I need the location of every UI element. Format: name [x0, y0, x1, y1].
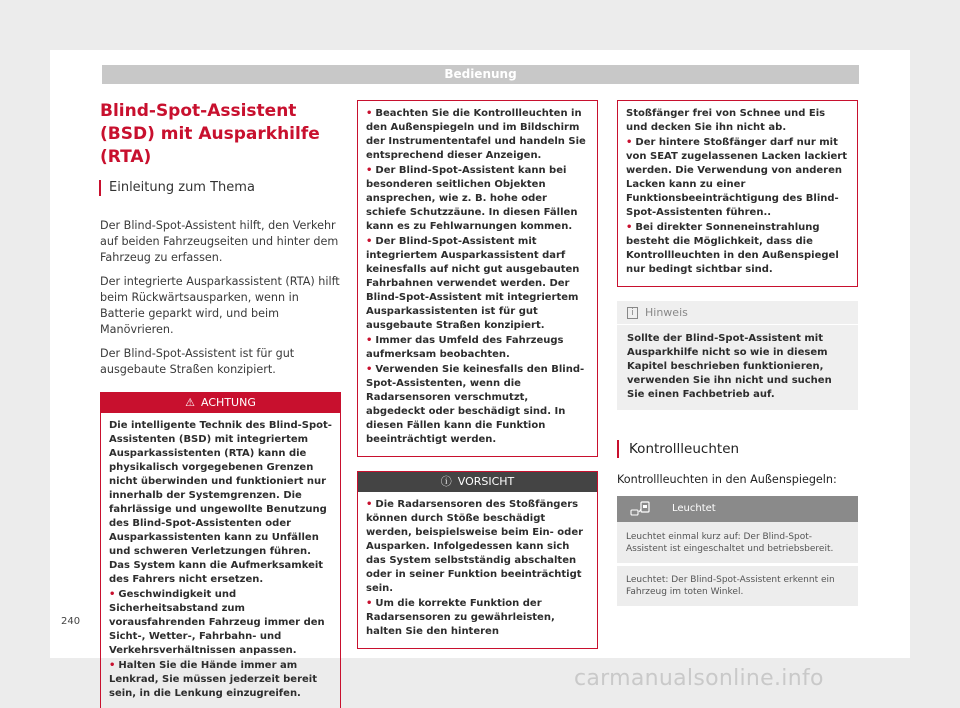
indicator-table — [617, 496, 858, 606]
warning-bullet-text: Halten Sie die Hände immer am Lenkrad, Sie müssen jederzeit bereit sein, in die Lenkung einzugreifen. — [109, 660, 317, 699]
warning-intro: Die intelligente Technik des Blind-Spot-Assistenten (BSD) mit integriertem Ausparkassistenten (RTA) kann die physikalisch vorgegebenen Grenzen nicht überwinden und funktioniert nur innerhalb der Systemgrenzen. Die fahrlässige und ungewollte Benutzung des Blind-Spot-Assistenten oder Ausparkassistenten kann zu Unfällen und schweren Verletzungen führen. Das System kann die Aufmerksamkeit des Fahrers nicht ersetzen. — [109, 420, 332, 585]
bullet-icon: • — [366, 598, 373, 609]
warning-bullet — [366, 164, 589, 234]
bullet-icon: • — [626, 137, 633, 148]
warning-bullet — [109, 588, 332, 658]
warning-bullet-text: Der Blind-Spot-Assistent kann bei besonderen seitlichen Objekten ansprechen, wie z. B. hohe oder schiefe Schutzzäune. In diesen Fällen kann es zu Fehlwarnungen kommen. — [366, 165, 578, 232]
caution-bullet-text: Der hintere Stoßfänger darf nur mit von SEAT zugelassenen Lacken lackiert werden. Die Verwendung von anderen Lacken kann zu einer Funktionsbeeinträchtigung des Blind-Spot-Assistenten führen.. — [626, 137, 848, 218]
bullet-icon: • — [366, 335, 373, 346]
hint-text: Sollte der Blind-Spot-Assistent mit Ausparkhilfe nicht so wie in diesem Kapitel beschrieben funktionieren, verwenden Sie ihn nicht und suchen Sie einen Fachbetrieb auf. — [627, 333, 832, 400]
bullet-icon: • — [366, 236, 373, 247]
page-title: Blind-Spot-Assistent (BSD) mit Ausparkhilfe (RTA) — [100, 101, 320, 167]
caution-header — [358, 472, 597, 492]
hint-label: Hinweis — [645, 306, 688, 319]
bullet-icon: • — [366, 108, 373, 119]
warning-header — [101, 393, 340, 413]
caution-cont-intro: Stoßfänger frei von Schnee und Eis und decken Sie ihn nicht ab. — [626, 108, 826, 133]
hint-box — [617, 301, 858, 410]
bullet-icon: • — [109, 660, 116, 671]
warning-bullet-text: Immer das Umfeld des Fahrzeugs aufmerksam beobachten. — [366, 335, 564, 360]
column-1 — [100, 96, 341, 708]
warning-triangle-icon: ⚠ — [185, 396, 196, 409]
column-2 — [357, 96, 598, 649]
caution-box — [357, 471, 598, 649]
warning-bullet — [366, 235, 589, 333]
hint-header — [617, 301, 858, 325]
info-icon: i — [627, 307, 638, 319]
subsection-title: Kontrollleuchten in den Außenspiegeln: — [617, 473, 837, 486]
bullet-icon: • — [366, 499, 373, 510]
caution-label: VORSICHT — [457, 475, 515, 488]
caution-bullet-text: Die Radarsensoren des Stoßfängers können durch Stöße beschädigt werden, beispielsweise beim Ein- oder Ausparken. Infolgedessen kann sich das System selbstständig abschalten oder in seiner Funktion beeinträchtigt sein. — [366, 499, 584, 594]
caution-bullet — [366, 597, 589, 639]
caution-continuation-box — [617, 100, 858, 287]
caution-bullet — [366, 498, 589, 596]
table-header-label: Leuchtet — [672, 503, 716, 514]
warning-bullet-text: Verwenden Sie keinesfalls den Blind-Spot-Assistenten, wenn die Radarsensoren verschmutzt, abgedeckt oder beschädigt sind. In diesen Fällen kann die Funktion beeinträchtigt werden. — [366, 364, 585, 445]
caution-bullet — [626, 221, 849, 277]
section-header: Bedienung — [102, 65, 859, 84]
paragraph: Der integrierte Ausparkassistent (RTA) hilft beim Rückwärtsausparken, wenn in Batterie geparkt wird, und beim Manövrieren. — [100, 275, 340, 336]
caution-body — [358, 492, 597, 648]
warning-box — [100, 392, 341, 708]
warning-bullet-text: Beachten Sie die Kontrollleuchten in den Außenspiegeln und im Bildschirm der Instrumententafel und handeln Sie entsprechend dieser Anzeigen. — [366, 108, 586, 161]
warning-bullet — [366, 363, 589, 447]
warning-bullet — [366, 334, 589, 362]
subtitle: Einleitung zum Thema — [99, 180, 341, 196]
caution-bullet-text: Um die korrekte Funktion der Radarsensoren zu gewährleisten, halten Sie den hinteren — [366, 598, 555, 637]
bullet-icon: • — [626, 222, 633, 233]
bullet-icon: • — [366, 165, 373, 176]
caution-bullet-text: Bei direkter Sonneneinstrahlung besteht die Möglichkeit, dass die Kontrollleuchten in den Außenspiegel nur bedingt sichtbar sind. — [626, 222, 839, 275]
warning-body — [101, 413, 340, 708]
blind-spot-mirror-icon — [617, 496, 662, 522]
warning-bullet — [366, 107, 589, 163]
page-number: 240 — [61, 616, 81, 627]
table-row: Leuchtet einmal kurz auf: Der Blind-Spot-Assistent ist eingeschaltet und betriebsbereit. — [617, 522, 858, 563]
bullet-icon: • — [109, 589, 116, 600]
table-row: Leuchtet: Der Blind-Spot-Assistent erkennt ein Fahrzeug im toten Winkel. — [617, 566, 858, 606]
table-header — [617, 496, 858, 522]
column-3 — [617, 96, 858, 606]
section-title: Kontrollleuchten — [617, 440, 858, 458]
paragraph: Der Blind-Spot-Assistent ist für gut ausgebaute Straßen konzipiert. — [100, 347, 295, 376]
warning-bullet — [109, 659, 332, 701]
caution-circle-icon: ⓘ — [440, 475, 452, 488]
warning-continuation-box — [357, 100, 598, 457]
paragraph: Der Blind-Spot-Assistent hilft, den Verkehr auf beiden Fahrzeugseiten und hinter dem Fahrzeug zu erfassen. — [100, 219, 339, 264]
warning-label: ACHTUNG — [201, 396, 256, 409]
bullet-icon: • — [366, 364, 373, 375]
warning-bullet-text: Der Blind-Spot-Assistent mit integriertem Ausparkassistent darf keinesfalls auf nicht gut ausgebauten Fahrbahnen verwendet werden. Der Blind-Spot-Assistent mit integriertem Ausparkassistenten ist für gut ausgebaute Straßen konzipiert. — [366, 236, 580, 331]
warning-bullet-text: Geschwindigkeit und Sicherheitsabstand zum vorausfahrenden Fahrzeug immer den Sicht-, Wetter-, Fahrbahn- und Verkehrsverhältnissen anpassen. — [109, 589, 325, 656]
caution-bullet — [626, 136, 849, 220]
mirror-svg — [629, 500, 651, 518]
watermark: carmanualsonline.info — [574, 666, 824, 691]
